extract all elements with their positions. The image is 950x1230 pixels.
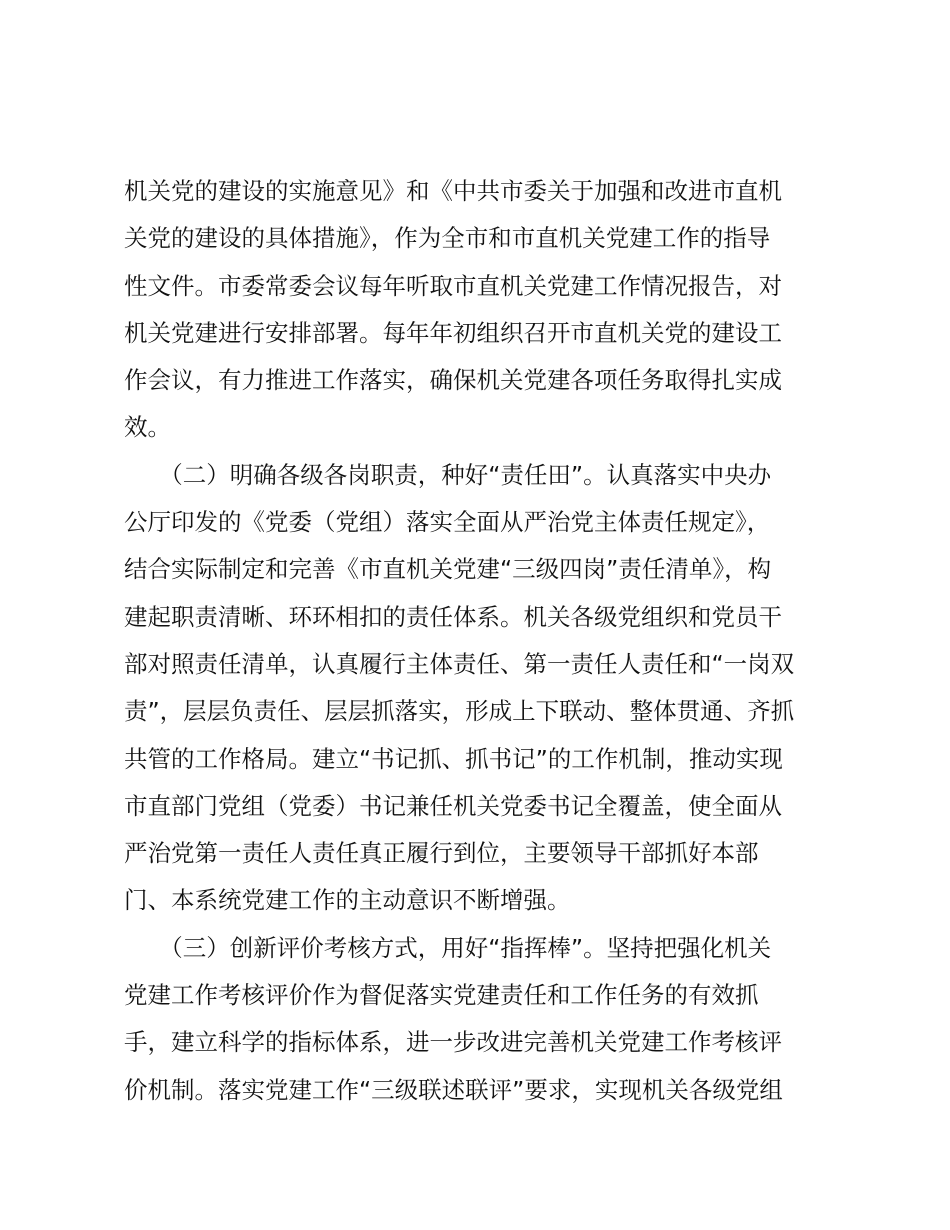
text-line: 作会议，有力推进工作落实，确保机关党建各项任务取得扎实成 (124, 366, 782, 395)
text-line: 机关党建进行安排部署。每年年初组织召开市直机关党的建设工 (124, 318, 782, 347)
text-line: 手，建立科学的指标体系，进一步改进完善机关党建工作考核评 (124, 1028, 782, 1057)
text-line: 关党的建设的具体措施》，作为全市和市直机关党建工作的指导 (124, 224, 771, 253)
text-line: 共管的工作格局。建立“书记抓、抓书记”的工作机制，推动实现 (124, 744, 783, 773)
text-line: 机关党的建设的实施意见》和《中共市委关于加强和改进市直机 (124, 177, 782, 205)
text-line: 部对照责任清单，认真履行主体责任、第一责任人责任和“一岗双 (124, 649, 795, 678)
text-line: 性文件。市委常委会议每年听取市直机关党建工作情况报告，对 (124, 271, 782, 300)
text-line: （三）创新评价考核方式，用好“指挥棒”。坚持把强化机关 (124, 933, 772, 962)
text-line: 价机制。落实党建工作“三级联述联评”要求，实现机关各级党组 (124, 1075, 783, 1104)
text-line: 党建工作考核评价作为督促落实党建责任和工作任务的有效抓 (124, 981, 759, 1010)
text-line: （二）明确各级各岗职责，种好“责任田”。认真落实中央办 (124, 460, 772, 489)
text-line: 效。 (124, 413, 171, 442)
text-line: 门、本系统党建工作的主动意识不断增强。 (124, 886, 571, 915)
text-line: 市直部门党组（党委）书记兼任机关党委书记全覆盖，使全面从 (124, 791, 782, 820)
text-line: 公厅印发的《党委（党组）落实全面从严治党主体责任规定》， (124, 508, 771, 537)
body-text (124, 168, 844, 1114)
text-line: 结合实际制定和完善《市直机关党建“三级四岗”责任清单》，构 (124, 555, 772, 584)
text-line: 建起职责清晰、环环相扣的责任体系。机关各级党组织和党员干 (124, 602, 782, 631)
text-line: 严治党第一责任人责任真正履行到位，主要领导干部抓好本部 (124, 839, 759, 868)
text-line: 责”，层层负责任、层层抓落实，形成上下联动、整体贯通、齐抓 (124, 697, 795, 726)
